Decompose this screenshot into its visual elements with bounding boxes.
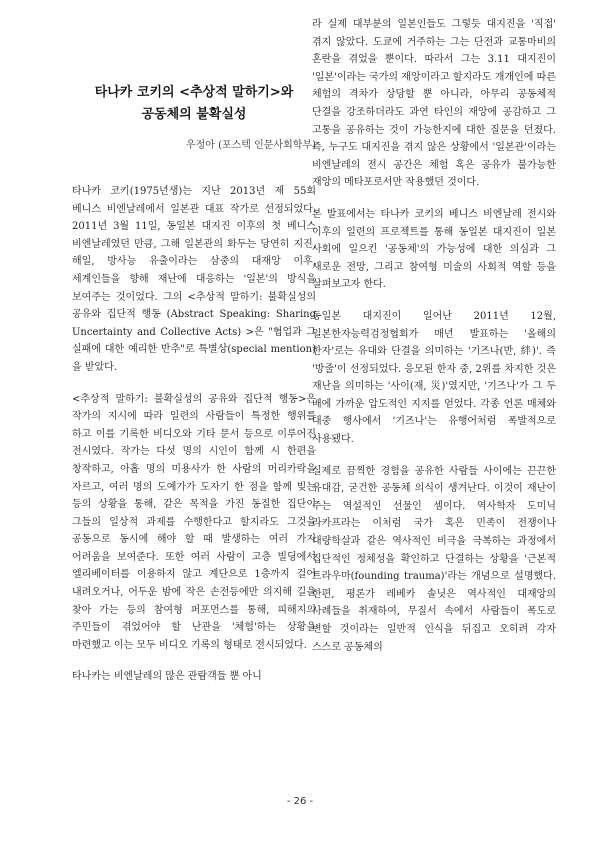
article-title <box>72 82 316 126</box>
paragraph: 실제로 끔찍한 경험을 공유한 사람들 사이에는 끈끈한 유대감, 굳건한 공동체 의식이 생겨난다. 이것이 재난이 주는 역설적인 선물인 셈이다. 역사학자 도미닉 라카프라는 이처럼 국가 혹은 민족이 전쟁이나 대량학살과 같은 역사적인 비극을 극복하는 과정에서 집단적인 정체성을 확인하고 단결하는 상황을 '근본적 트라우마(founding trauma)'라는 개념으로 설명했다. 한편, 평론가 레베카 솔닛은 역사적인 대재앙의 사례들을 취재하여, 무질서 속에서 사람들이 폭도로 변할 것이라는 일반적 인식을 뒤집고 오히려 각자 스스로 공동체의 <box>312 465 556 653</box>
page-number: - 26 - <box>286 796 314 807</box>
paragraph: 라 실제 대부분의 일본인들도 그렇듯 대지진을 '직접' 겪지 않았다. 도쿄에 거주하는 그는 단전과 교통마비의 혼란을 겪었을 뿐이다. 따라서 그는 3.11 대지진이 '일본'이라는 국가의 재앙이라고 할지라도 개개인에 따른 체험의 격차가 상당할 뿐 아니라, 아무리 공동체적 단결을 강조하더라도 과연 타인의 재앙에 공감하고 그 고통을 공유하는 것이 가능한지에 대한 질문을 던졌다. 즉, 누구도 대지진을 겪지 않은 상황에서 '일본관'이라는 비엔날레의 전시 공간은 체험 혹은 공유가 불가능한 재앙의 메타포로서만 작용했던 것이다. <box>312 19 556 189</box>
author-line: 우정아 (포스텍 인문사회학부) <box>185 140 316 151</box>
left-column <box>72 183 316 700</box>
paragraph: 본 발표에서는 타나카 코키의 베니스 비엔날레 전시와 이후의 일련의 프로젝트를 통해 동일본 대지진이 일본 사회에 일으킨 '공동체'의 가능성에 대한 의심과 그 새로운 전망, 그리고 참여형 미술의 사회적 역할 등을 살펴보고자 한다. <box>312 208 556 291</box>
paragraph: 동일본 대지진이 일어난 2011년 12월, 일본한자능력검정협회가 매년 발표하는 '올해의 한자'로는 유대와 단결을 의미하는 '기즈나(반, 絆)'. 즉 '방줄'이 선정되었다. 응모된 한자 중, 2위를 차지한 것은 재난을 의미하는 '사이(재, 災)'였지만, '기즈나'가 그 두 배에 가까운 압도적인 지지를 얻었다. 각종 언론 매체와 대중 행사에서 '기즈나'는 유행어처럼 폭발적으로 사용됐다. <box>312 310 556 446</box>
paragraph: 타나카는 비엔날레의 많은 관람객들 뿐 아니 <box>72 671 262 683</box>
title-line-2: 공동체의 불확실성 <box>141 107 247 122</box>
paragraph: 타나카 코키(1975년생)는 지난 2013년 제 55회 베니스 비엔날레에서 일본관 대표 작가로 선정되었다. 2011년 3월 11일, 동일본 대지진 이후의 첫 베니스 비엔날레였던 만큼, 그해 일본관의 화두는 당연히 지진, 해일, 방사능 유출이라는 삼중의 대재앙 이후, 세계인들을 향해 재난에 대응하는 '일본'의 방식을 보여주는 것이었다. 그의 <추상적 말하기: 불확실성의 공유와 집단적 행동 (Abstract Speaking: Sharing Uncertainty and Collective Acts) >은 "협업과 그 실패에 대한 예리한 반추"로 특별상(special mention)을 받았다. <box>72 186 316 373</box>
title-line-1: 타나카 코키의 <추상적 말하기>와 <box>94 85 294 100</box>
paragraph: <추상적 말하기: 불확실성의 공유와 집단적 행동>은 작가의 지시에 따라 일련의 사람들이 특정한 행위를 하고 이를 기록한 비디오와 기타 문서 등으로 이루어진 전시였다. 작가는 다섯 명의 시인이 함께 시 한편을 창작하고, 아홉 명의 미용사가 한 사람의 머리카락을 자르고, 여러 명의 도예가가 도자기 한 점을 함께 빚는 등의 상황을 통해, 같은 목적을 가진 동질한 집단이 그들의 일상적 과제를 수행한다고 할지라도 그것을 공동으로 동시에 해야 할 때 발생하는 여러 가지 어려움을 보여준다. 또한 여러 사람이 고층 빌딩에서 엘리베이터를 이용하지 않고 계단으로 1층까지 걸어 내려오거나, 어두운 밤에 작은 손전등에만 의지해 길을 찾아 가는 등의 참여형 퍼포먼스를 통해, 피해지의 주민들이 겪었어야 할 난관을 '체험'하는 상황을 마련했고 이는 모두 비디오 기록의 형태로 전시되었다. <box>72 393 316 651</box>
right-column <box>312 16 556 670</box>
